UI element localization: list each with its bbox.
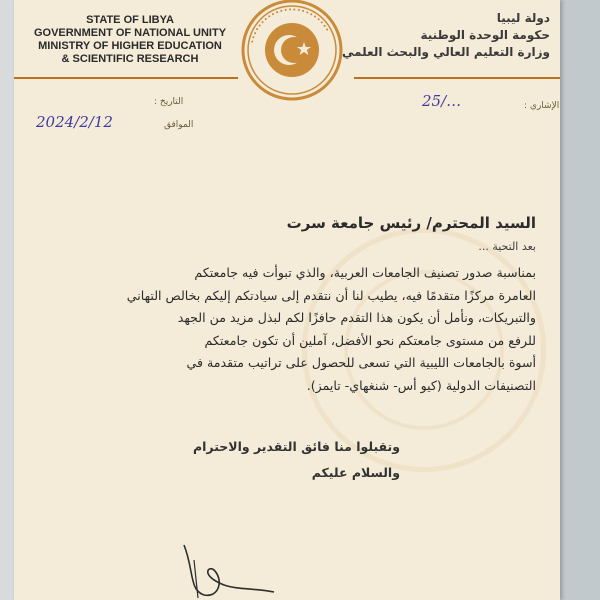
handwritten-date: 2024/2/12 bbox=[36, 113, 113, 131]
paragraph-line: بمناسبة صدور تصنيف الجامعات العربية، والذي تبوأت فيه جامعتكم bbox=[194, 265, 536, 280]
ministry-seal-icon bbox=[240, 0, 344, 102]
reference-label: الإشاري : bbox=[524, 101, 560, 111]
paragraph-line: للرفع من مستوى جامعتكم نحو الأفضل، آملين أن تكون جامعتكم bbox=[204, 332, 536, 348]
letterhead-line: GOVERNMENT OF NATIONAL UNITY bbox=[33, 27, 227, 39]
greeting: بعد التحية ... bbox=[478, 240, 536, 253]
handwritten-reference: 25/… bbox=[422, 92, 462, 110]
background-frame-right bbox=[560, 0, 600, 600]
letterhead-line: وزارة التعليم العالي والبحث العلمي bbox=[341, 45, 550, 59]
letterhead-line: STATE OF LIBYA bbox=[86, 14, 174, 26]
english-letterhead bbox=[20, 14, 240, 66]
paragraph-line: التصنيفات الدولية (كيو أس- شنغهاي- تايمز). bbox=[306, 377, 536, 393]
salutation: السيد المحترم/ رئيس جامعة سرت bbox=[286, 214, 536, 232]
date-label: التاريخ : bbox=[154, 97, 184, 107]
closing-block bbox=[193, 434, 400, 486]
signature-icon bbox=[164, 540, 284, 600]
closing-line: والسلام عليكم bbox=[311, 465, 400, 480]
closing-line: وتقبلوا منا فائق التقدير والاحترام bbox=[192, 439, 400, 454]
letter-paragraph bbox=[32, 262, 536, 397]
letterhead-line: حكومة الوحدة الوطنية bbox=[420, 28, 550, 42]
paragraph-line: العامرة مركزًا متقدمًا فيه، يطيب لنا أن نتقدم إلى سيادتكم إليكم بخالص التهاني bbox=[126, 287, 536, 303]
letterhead-line: MINISTRY OF HIGHER EDUCATION bbox=[38, 40, 222, 52]
header-rule-left bbox=[14, 77, 238, 79]
header-rule-right bbox=[354, 77, 560, 79]
paragraph-line: والتبريكات، ونأمل أن يكون هذا التقدم حافزًا لكم لبذل مزيد من الجهد bbox=[177, 310, 536, 325]
background-frame-left bbox=[0, 0, 14, 600]
corresponding-label: الموافق bbox=[164, 120, 194, 130]
letterhead-line: & SCIENTIFIC RESEARCH bbox=[61, 53, 199, 65]
letterhead-line: دولة ليبيا bbox=[496, 11, 550, 25]
letter-page bbox=[14, 0, 560, 600]
paragraph-line: أسوة بالجامعات الليبية التي تسعى للحصول على تراتيب متقدمة في bbox=[186, 355, 536, 370]
svg-text:•••••••••••••••••••••••: ••••••••••••••••••••••• bbox=[248, 5, 332, 45]
arabic-letterhead bbox=[330, 10, 550, 61]
